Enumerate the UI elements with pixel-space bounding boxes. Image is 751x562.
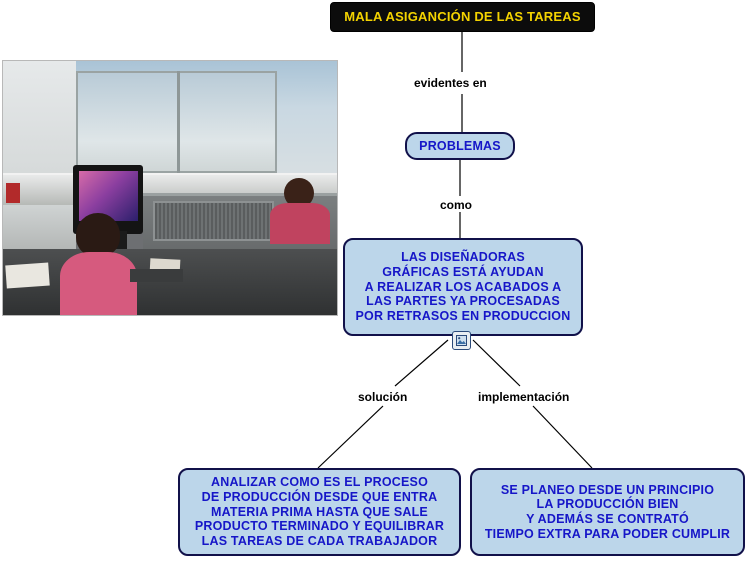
edge-label-solucion: solución — [358, 390, 408, 404]
photo-cubicle-mesh — [153, 201, 273, 242]
node-implementacion-line-2: LA PRODUCCIÓN BIEN — [536, 497, 679, 512]
node-solucion-line-2: DE PRODUCCIÓN DESDE QUE ENTRA — [201, 489, 438, 504]
node-main-line-2: GRÁFICAS ESTÁ AYUDAN — [382, 264, 544, 279]
node-main-line-5: POR RETRASOS EN PRODUCCION — [355, 309, 571, 324]
node-main-line-1: LAS DISEÑADORAS — [401, 250, 525, 265]
edge-label-evidentes-en: evidentes en — [414, 76, 487, 90]
node-main-line-4: LAS PARTES YA PROCESADAS — [366, 294, 560, 309]
photo-keyboard — [130, 269, 183, 282]
image-attachment-icon[interactable] — [452, 331, 471, 350]
node-root[interactable] — [330, 2, 595, 32]
node-solucion[interactable] — [178, 468, 461, 556]
photo-second-person-body — [270, 203, 330, 244]
node-problemas[interactable] — [405, 132, 515, 160]
photo-monitor-screen — [79, 171, 138, 222]
photo-papers — [6, 263, 51, 289]
node-implementacion[interactable] — [470, 468, 745, 556]
edge-label-como: como — [440, 198, 473, 212]
node-problemas-label: PROBLEMAS — [419, 138, 501, 153]
node-implementacion-line-1: SE PLANEO DESDE UN PRINCIPIO — [500, 482, 715, 497]
photo-person-body — [60, 252, 137, 316]
node-implementacion-line-4: TIEMPO EXTRA PARA PODER CUMPLIR — [484, 526, 731, 541]
node-implementacion-line-3: Y ADEMÁS SE CONTRATÓ — [526, 512, 689, 526]
workplace-photo — [2, 60, 338, 316]
photo-red-box — [6, 183, 19, 203]
node-solucion-line-5: LAS TAREAS DE CADA TRABAJADOR — [201, 534, 438, 549]
node-main-line-3: A REALIZAR LOS ACABADOS A — [364, 279, 562, 294]
node-solucion-line-3: MATERIA PRIMA HASTA QUE SALE — [211, 504, 428, 519]
photo-person-head — [76, 213, 119, 256]
node-main-issue[interactable] — [343, 238, 583, 336]
node-solucion-line-1: ANALIZAR COMO ES EL PROCESO — [211, 475, 428, 490]
photo-window-mullion — [177, 71, 180, 173]
edge-label-implementacion: implementación — [478, 390, 570, 404]
node-solucion-line-4: PRODUCTO TERMINADO Y EQUILIBRAR — [194, 519, 445, 534]
node-root-label: MALA ASIGANCIÓN DE LAS TAREAS — [344, 9, 581, 25]
